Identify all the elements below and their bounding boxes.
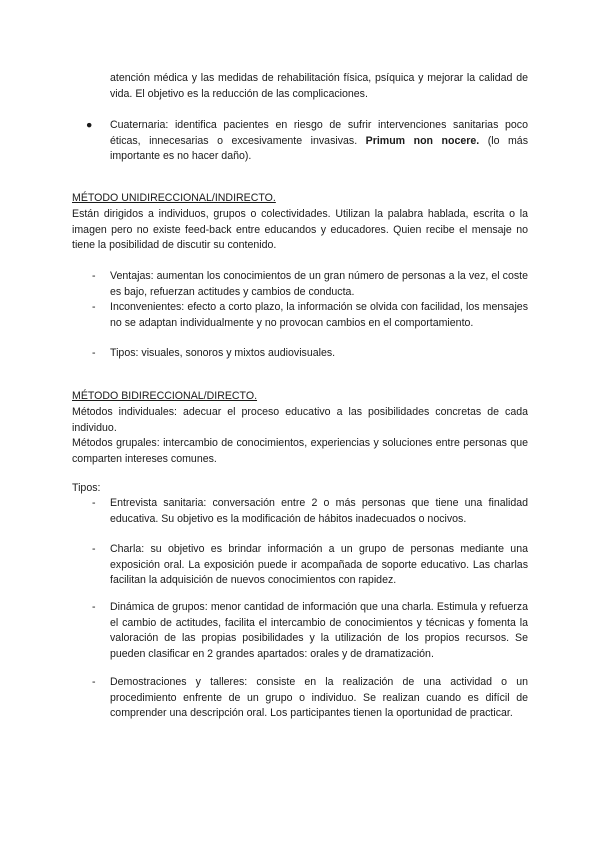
ventajas-text: Ventajas: aumentan los conocimientos de un gran número de personas a la vez, el coste es bajo, refuerzan actitudes y cambios de conducta. — [110, 270, 528, 298]
tipos-text: Tipos: visuales, sonoros y mixtos audiovisuales. — [110, 347, 336, 359]
list-item — [92, 269, 528, 300]
list-item — [92, 600, 528, 662]
inconvenientes-text: Inconvenientes: efecto a corto plazo, la información se olvida con facilidad, los mensajes no se adaptan individualmente y no provocan cambios en el comportamiento. — [110, 301, 528, 329]
unidireccional-heading: MÉTODO UNIDIRECCIONAL/INDIRECTO. — [72, 192, 276, 204]
tipos-label: Tipos: — [72, 482, 101, 494]
list-item — [92, 542, 528, 589]
cuaternaria-bold-phrase: Primum non nocere. — [365, 134, 480, 147]
metodos-individuales: Métodos individuales: adecuar el proceso educativo a las posibilidades concretas de cada individuo. — [72, 406, 528, 434]
list-item — [92, 346, 528, 362]
list-item — [92, 300, 528, 331]
bidireccional-heading: MÉTODO BIDIRECCIONAL/DIRECTO. — [72, 390, 258, 402]
dash-marker: - — [92, 543, 96, 555]
dash-marker: - — [92, 601, 96, 613]
list-item — [92, 675, 528, 722]
dash-marker: - — [92, 347, 96, 359]
dinamica-text: Dinámica de grupos: menor cantidad de información que una charla. Estimula y refuerza el cambio de actitudes, facilita el intercambio de conocimientos y técnicas y fomenta la valoración de las propias posibilidades y la utilización de los propios recursos. Se pueden clasificar en 2 grandes apartados: orales y de dramatización. — [110, 601, 528, 660]
unidireccional-intro: Están dirigidos a individuos, grupos o colectividades. Utilizan la palabra hablada, escrita o la imagen pero no existe feed-back entre educandos y educadores. Quien recibe el mensaje no tiene la posibilidad de discutir su contenido. — [72, 208, 528, 252]
dash-marker: - — [92, 676, 96, 688]
demostraciones-text: Demostraciones y talleres: consiste en la realización de una actividad o un procedimiento enfrente de un grupo o individuo. Se realizan cuando es difícil de comprender una descripción oral. Los participantes tienen la oportunidad de practicar. — [110, 676, 528, 720]
entrevista-text: Entrevista sanitaria: conversación entre 2 o más personas que tiene una finalidad educativa. Su objetivo es la modificación de hábitos inadecuados o nocivos. — [110, 497, 528, 525]
cuaternaria-text: Cuaternaria: identifica pacientes en riesgo de sufrir intervenciones sanitarias poco éticas, innecesarias o excesivamente invasivas. — [110, 119, 528, 147]
cuaternaria-tail: (lo más importante es no hacer daño). — [110, 134, 528, 163]
continuation-paragraph: atención médica y las medidas de rehabilitación física, psíquica y mejorar la calidad de vida. El objetivo es la reducción de las complicaciones. — [110, 72, 528, 100]
dash-marker: - — [92, 497, 96, 509]
list-item — [92, 496, 528, 527]
metodos-grupales: Métodos grupales: intercambio de conocimientos, experiencias y soluciones entre personas que comparten intereses comunes. — [72, 437, 528, 465]
bullet-icon: ● — [86, 119, 93, 131]
dash-marker: - — [92, 301, 96, 313]
charla-text: Charla: su objetivo es brindar información a un grupo de personas mediante una exposición oral. La exposición puede ir acompañada de soporte educativo. Las charlas facilitan la adquisición de nuevos conocimientos con rapidez. — [110, 543, 528, 587]
dash-marker: - — [92, 270, 96, 282]
cuaternaria-list-item — [86, 118, 528, 165]
